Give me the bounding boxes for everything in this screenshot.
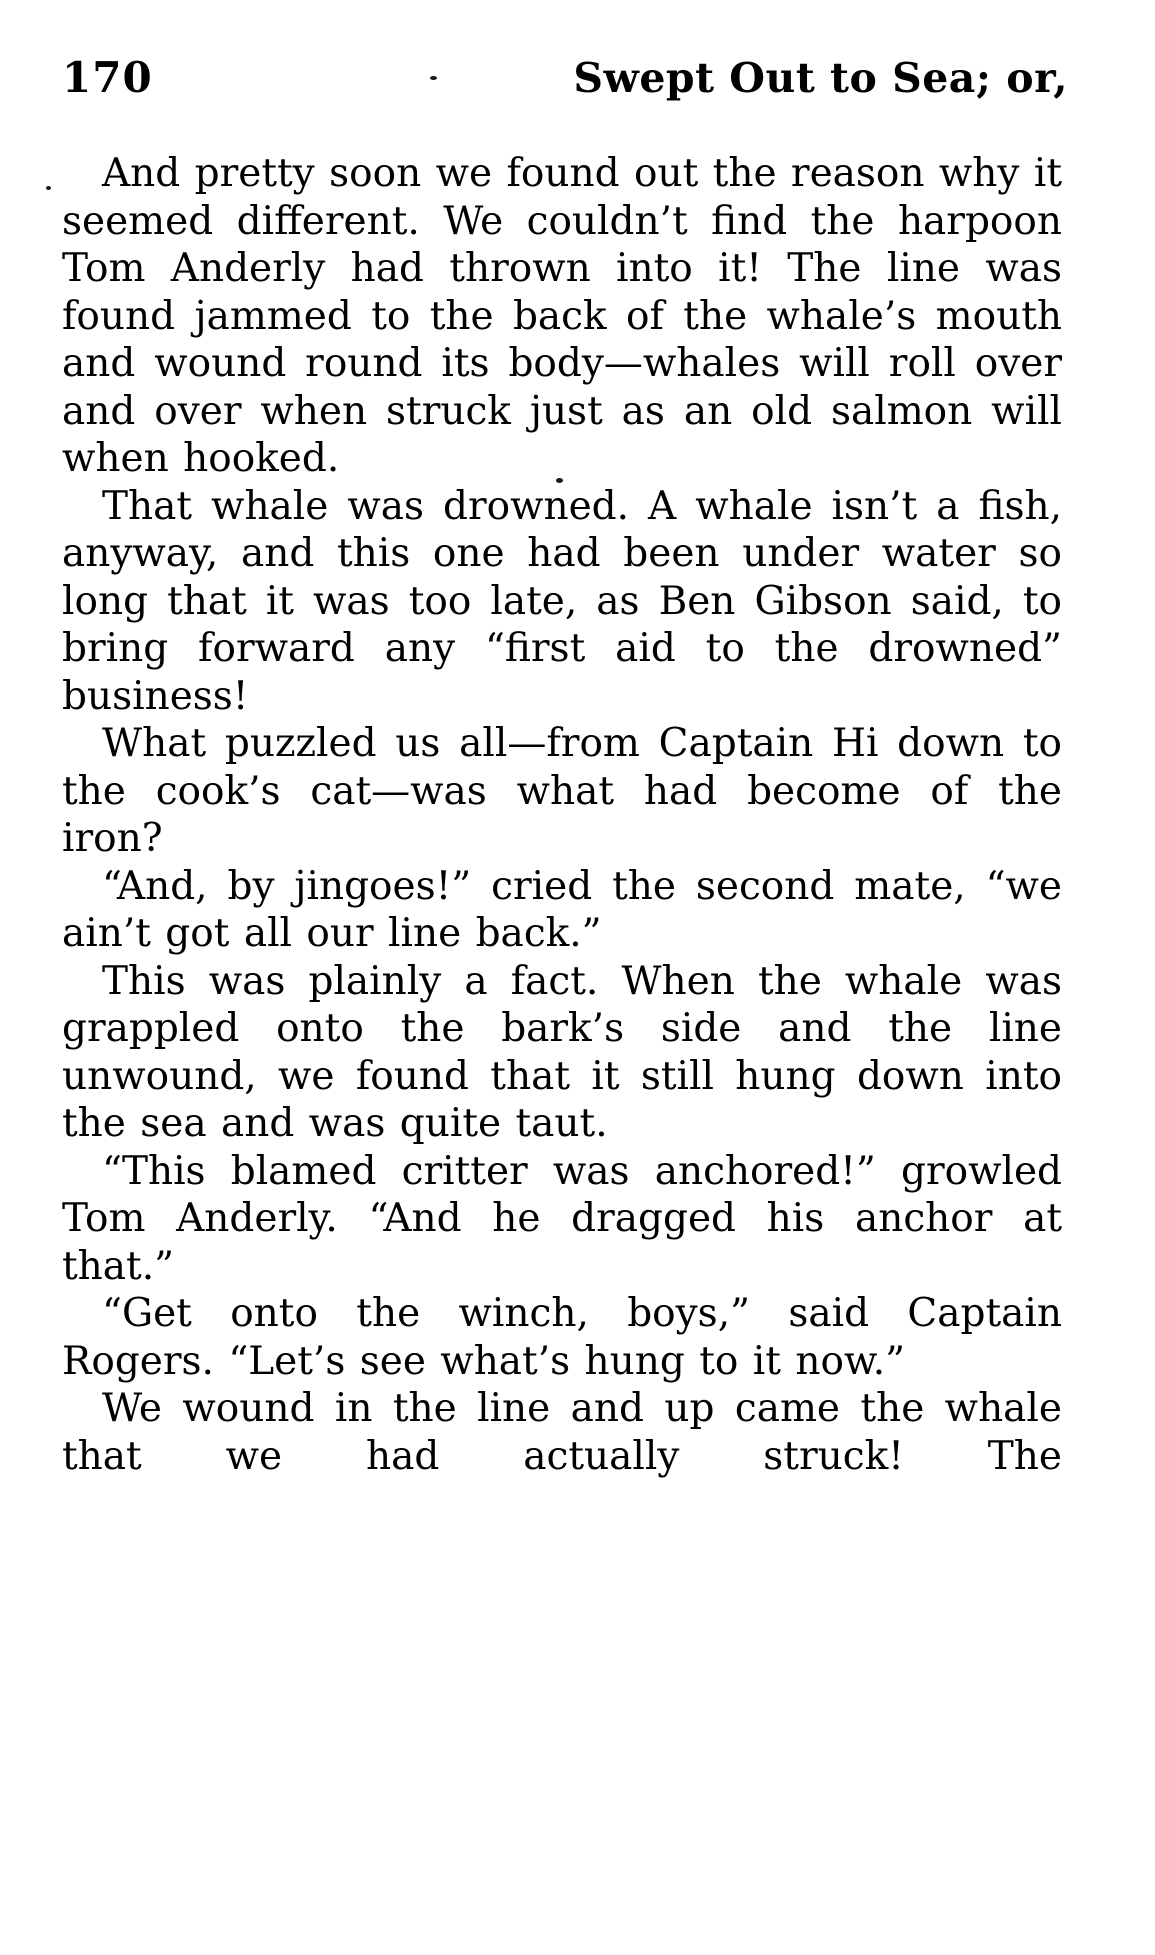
page-number: 170 (62, 53, 153, 102)
paragraph-3: What puzzled us all—from Captain Hi down to the cook’s cat—was what had become of the iron? (62, 721, 1062, 861)
paragraph-7: “Get onto the winch, boys,” said Captain Rogers. “Let’s see what’s hung to it now.” (62, 1291, 1062, 1384)
paragraph-8: We wound in the line and up came the whale that we had actually struck! The (62, 1386, 1062, 1479)
paragraph-4: “And, by jingoes!” cried the second mate, “we ain’t got all our line back.” (62, 863, 1062, 956)
paragraph-6: “This blamed critter was anchored!” growled Tom Anderly. “And he dragged his anchor at that.” (62, 1148, 1062, 1289)
paragraph-2: That whale was drowned. A whale isn’t a fish, anyway, and this one had been under water so long that it was too late, as Ben Gibson said, to bring forward any “first aid to the drowned” business! (62, 483, 1062, 719)
paragraph-5: This was plainly a fact. When the whale was grappled onto the bark’s side and the line unwound, we found that it still hung down into the sea and was quite taut. (62, 958, 1062, 1146)
page-body (62, 150, 1062, 1480)
paragraph-1: And pretty soon we found out the reason why it seemed different. We couldn’t find the harpoon Tom Anderly had thrown into it! The line was found jammed to the back of the whale’s mouth and wound round its body—whales will roll over and over when struck just as an old salmon will when hooked. (62, 151, 1062, 481)
scan-speck (430, 76, 437, 80)
scan-speck (46, 186, 51, 190)
running-head-title: Swept Out to Sea; or, (573, 54, 1068, 102)
running-header (62, 52, 1068, 104)
